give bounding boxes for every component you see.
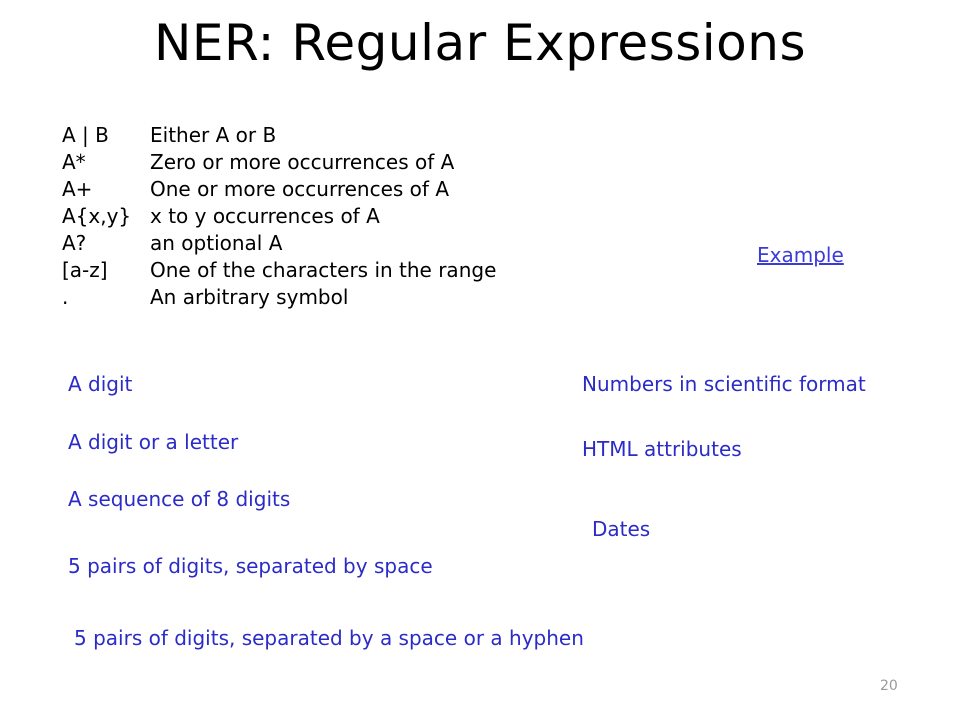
task-dates: Dates	[592, 517, 651, 541]
example-link[interactable]: Example	[757, 243, 844, 267]
page-number: 20	[880, 678, 898, 694]
operator-description: x to y occurrences of A	[150, 204, 380, 228]
slide-title: NER: Regular Expressions	[153, 14, 807, 72]
operator-symbol: A{x,y}	[62, 204, 132, 228]
operator-row	[62, 176, 496, 203]
task-digit-pairs-space: 5 pairs of digits, separated by space	[68, 554, 433, 578]
operator-row	[62, 122, 496, 149]
task-digit: A digit	[68, 372, 133, 396]
operator-description: an optional A	[150, 231, 283, 255]
operator-symbol: A+	[62, 177, 93, 201]
operator-row	[62, 203, 496, 230]
operator-symbol: A | B	[62, 123, 109, 147]
operator-row	[62, 149, 496, 176]
operator-row	[62, 284, 496, 311]
task-scientific-numbers: Numbers in scientific format	[582, 372, 866, 396]
operator-table	[62, 122, 496, 311]
task-digit-or-letter: A digit or a letter	[68, 430, 239, 454]
operator-symbol: A*	[62, 150, 86, 174]
operator-row	[62, 230, 496, 257]
task-html-attributes: HTML attributes	[582, 437, 742, 461]
operator-symbol: [a-z]	[62, 258, 108, 282]
operator-description: One or more occurrences of A	[150, 177, 449, 201]
task-eight-digits: A sequence of 8 digits	[68, 487, 291, 511]
operator-description: An arbitrary symbol	[150, 285, 349, 309]
operator-description: Either A or B	[150, 123, 277, 147]
operator-description: One of the characters in the range	[150, 258, 497, 282]
operator-symbol: A?	[62, 231, 87, 255]
operator-row	[62, 257, 496, 284]
task-digit-pairs-space-or-hyphen: 5 pairs of digits, separated by a space or a hyphen	[74, 626, 584, 650]
operator-description: Zero or more occurrences of A	[150, 150, 455, 174]
operator-symbol: .	[62, 285, 69, 309]
